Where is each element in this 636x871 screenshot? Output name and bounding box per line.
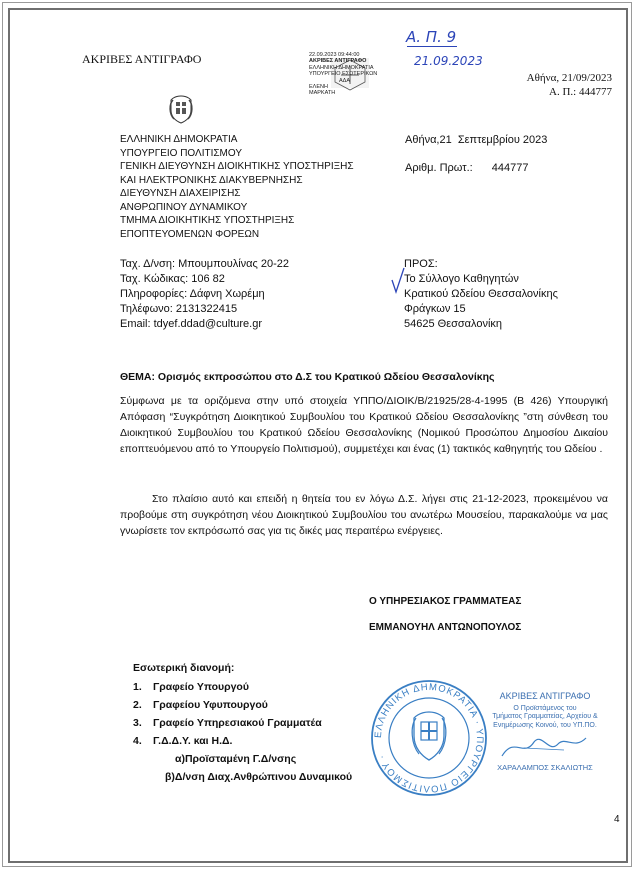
sender-line: ΕΛΛΗΝΙΚΗ ΔΗΜΟΚΡΑΤΙΑ xyxy=(120,134,238,145)
distribution-item-number: 3. xyxy=(133,717,142,729)
top-stamp-line: ΕΛΛΗΝΙΚΗ ΔΗΜΟΚΡΑΤΙΑ xyxy=(309,64,374,71)
distribution-item-number: 1. xyxy=(133,681,142,693)
distribution-item-text: Γ.Δ.Δ.Υ. και Η.Δ. xyxy=(153,735,233,747)
coat-of-arms-icon xyxy=(166,94,196,124)
recipient-label: ΠΡΟΣ: xyxy=(404,258,438,270)
distribution-item-number: 2. xyxy=(133,699,142,711)
distribution-subitem: α)Προϊσταμένη Γ.Δ/νσης xyxy=(175,753,297,765)
sender-line: ΔΙΕΥΘΥΝΣΗ ΔΙΑΧΕΙΡΙΣΗΣ xyxy=(120,188,241,199)
distribution-item-text: Γραφείο Υπηρεσιακού Γραμματέα xyxy=(153,717,322,729)
sender-line: ΤΜΗΜΑ ΔΙΟΙΚΗΤΙΚΗΣ ΥΠΟΣΤΗΡΙΞΗΣ xyxy=(120,215,295,226)
distribution-item-text: Γραφείο Υπουργού xyxy=(153,681,249,693)
stamp-copy-title: ΑΚΡΙΒΕΣ ΑΝΤΙΓΡΑΦΟ xyxy=(499,691,591,701)
top-stamp-line: ΑΚΡΙΒΕΣ ΑΝΤΙΓΡΑΦΟ xyxy=(309,58,367,65)
distribution-item-number: 4. xyxy=(133,735,142,747)
contact-info-person: Πληροφορίες: Δάφνη Χωρέμη xyxy=(120,288,265,300)
top-stamp-line: 22.09.2023 09:44:00 xyxy=(309,52,360,58)
handwritten-signature-icon xyxy=(494,728,594,764)
certified-copy-stamp xyxy=(482,692,608,730)
recipient-block xyxy=(404,257,558,332)
certified-copy-label: ΑΚΡΙΒΕΣ ΑΝΤΙΓΡΑΦΟ xyxy=(82,52,202,66)
document-page xyxy=(14,14,620,854)
recipient-line: Φράγκων 15 xyxy=(404,303,466,315)
top-copy-stamp xyxy=(309,52,391,110)
sender-line: ΚΑΙ ΗΛΕΚΤΡΟΝΙΚΗΣ ΔΙΑΚΥΒΕΡΝΗΣΗΣ xyxy=(120,174,303,186)
distribution-item xyxy=(133,681,249,693)
seal-ring-textpath: ΕΛΛΗΝΙΚΗ ΔΗΜΟΚΡΑΤΙΑ · ΥΠΟΥΡΓΕΙΟ ΠΟΛΙΤΙΣΜΟΥ · xyxy=(372,681,486,795)
stamp-signer-name: ΧΑΡΑΛΑΜΠΟΣ ΣΚΑΛΙΩΤΗΣ xyxy=(497,763,593,772)
stamp-copy-line: Ο Προϊστάμενος του xyxy=(513,704,577,712)
sender-line: ΕΠΟΠΤΕΥΟΜΕΝΩΝ ΦΟΡΕΩΝ xyxy=(120,228,260,240)
contact-address: Ταχ. Δ/νση: Μπουμπουλίνας 20-22 xyxy=(120,258,290,270)
top-right-city-date xyxy=(526,72,612,84)
top-stamp-line: ΥΠΟΥΡΓΕΙΟ ΕΣΩΤΕΡΙΚΩΝ xyxy=(309,71,378,78)
signatory-name: ΕΜΜΑΝΟΥΗΛ ΑΝΤΩΝΟΠΟΥΛΟΣ xyxy=(369,622,522,633)
distribution-heading: Εσωτερική διανομή: xyxy=(133,662,235,674)
handwritten-reference: Α. Π. 9 xyxy=(406,28,457,46)
top-stamp-text xyxy=(309,52,391,97)
distribution-item xyxy=(133,699,268,711)
recipient-line: Κρατικού Ωδείου Θεσσαλονίκης xyxy=(404,288,558,300)
handwritten-date: 21.09.2023 xyxy=(414,54,483,68)
sender-line: ΥΠΟΥΡΓΕΙΟ ΠΟΛΙΤΙΣΜΟΥ xyxy=(120,147,243,159)
top-right-protocol: Α. Π.: 444777 xyxy=(549,86,612,98)
top-stamp-line: ΕΛΕΝΗ xyxy=(309,84,328,91)
distribution-item xyxy=(133,735,232,747)
top-right-city-date-text: Αθήνα, 21/09/2023 xyxy=(526,72,612,84)
handwritten-underline xyxy=(407,46,457,47)
body-paragraph-1: Σύμφωνα με τα οριζόμενα στην υπό στοιχεία ΥΠΠΟ/ΔΙΟΙΚ/Β/21925/28-4-1995 (Β 426) Υπουργική Απόφαση “Συγκρότηση Διοικητικού Συμβουλίου του Κρατικού Ωδείου Θεσσαλονίκης ”στη σύνθεση του Διοικητικού Συμβουλίου του Κρατικού Ωδείου Θεσσαλονίκης (Νομικού Προσώπου Δημοσίου Δικαίου εποπτευόμενου από το Υπουργείο Πολιτισμού), συμμετέχει και ένας (1) τακτικός καθηγητής του Ωδείου . xyxy=(120,395,608,455)
contact-block xyxy=(120,257,289,332)
contact-phone: Τηλέφωνο: 2131322415 xyxy=(120,303,238,315)
sender-block xyxy=(120,133,354,241)
distribution-subitem: β)Δ/νση Διαχ.Ανθρώπινου Δυναμικού xyxy=(165,771,353,783)
recipient-line: 54625 Θεσσαλονίκη xyxy=(404,318,503,330)
distribution-item xyxy=(133,717,322,729)
recipient-line: Το Σύλλογο Καθηγητών xyxy=(404,273,519,285)
protocol-label: Αριθμ. Πρωτ.: xyxy=(405,162,473,174)
page-mark: 4 xyxy=(614,814,620,825)
protocol-number: 444777 xyxy=(491,162,529,174)
body-paragraph-2: Στο πλαίσιο αυτό και επειδή η θητεία του εν λόγω Δ.Σ. λήγει στις 21-12-2023, προκειμένου να προβούμε στη συγκρότηση νέου Διοικητικού Συμβουλίου του ανωτέρω Μουσείου, παρακαλούμε να μας γνωρίσετε τον εκπρόσωπό σας για τις δικές μας περαιτέρω ενέργειες. xyxy=(120,493,608,537)
stamp-copy-line: Τμήματος Γραμματείας, Αρχείου & xyxy=(492,713,598,720)
subject-line: ΘΕΜΑ: Ορισμός εκπροσώπου στο Δ.Σ του Κρατικού Ωδείου Θεσσαλονίκης xyxy=(120,371,495,383)
distribution-item-text: Γραφείου Υφυπουργού xyxy=(153,699,268,711)
stamp-copy-line: Ενημέρωσης Κοινού, του ΥΠ.ΠΟ. xyxy=(493,721,597,729)
sender-line: ΑΝΘΡΩΠΙΝΟΥ ΔΥΝΑΜΙΚΟΥ xyxy=(120,201,248,213)
sender-line: ΓΕΝΙΚΗ ΔΙΕΥΘΥΝΣΗ ΔΙΟΙΚΗΤΙΚΗΣ ΥΠΟΣΤΗΡΙΞΗΣ xyxy=(120,161,354,172)
ministry-seal-stamp-icon xyxy=(369,678,489,798)
contact-email: Email: tdyef.ddad@culture.gr xyxy=(120,318,263,330)
top-stamp-line: ΜΑΡΚΑΤΗ xyxy=(309,90,336,97)
signatory-title: Ο ΥΠΗΡΕΣΙΑΚΟΣ ΓΡΑΜΜΑΤΕΑΣ xyxy=(369,596,522,607)
document-date: Αθήνα,21 Σεπτεμβρίου 2023 xyxy=(405,134,548,146)
protocol-line xyxy=(405,162,528,174)
top-stamp-line: ΑΔΑ xyxy=(339,77,351,84)
contact-postcode: Ταχ. Κώδικας: 106 82 xyxy=(120,273,225,285)
